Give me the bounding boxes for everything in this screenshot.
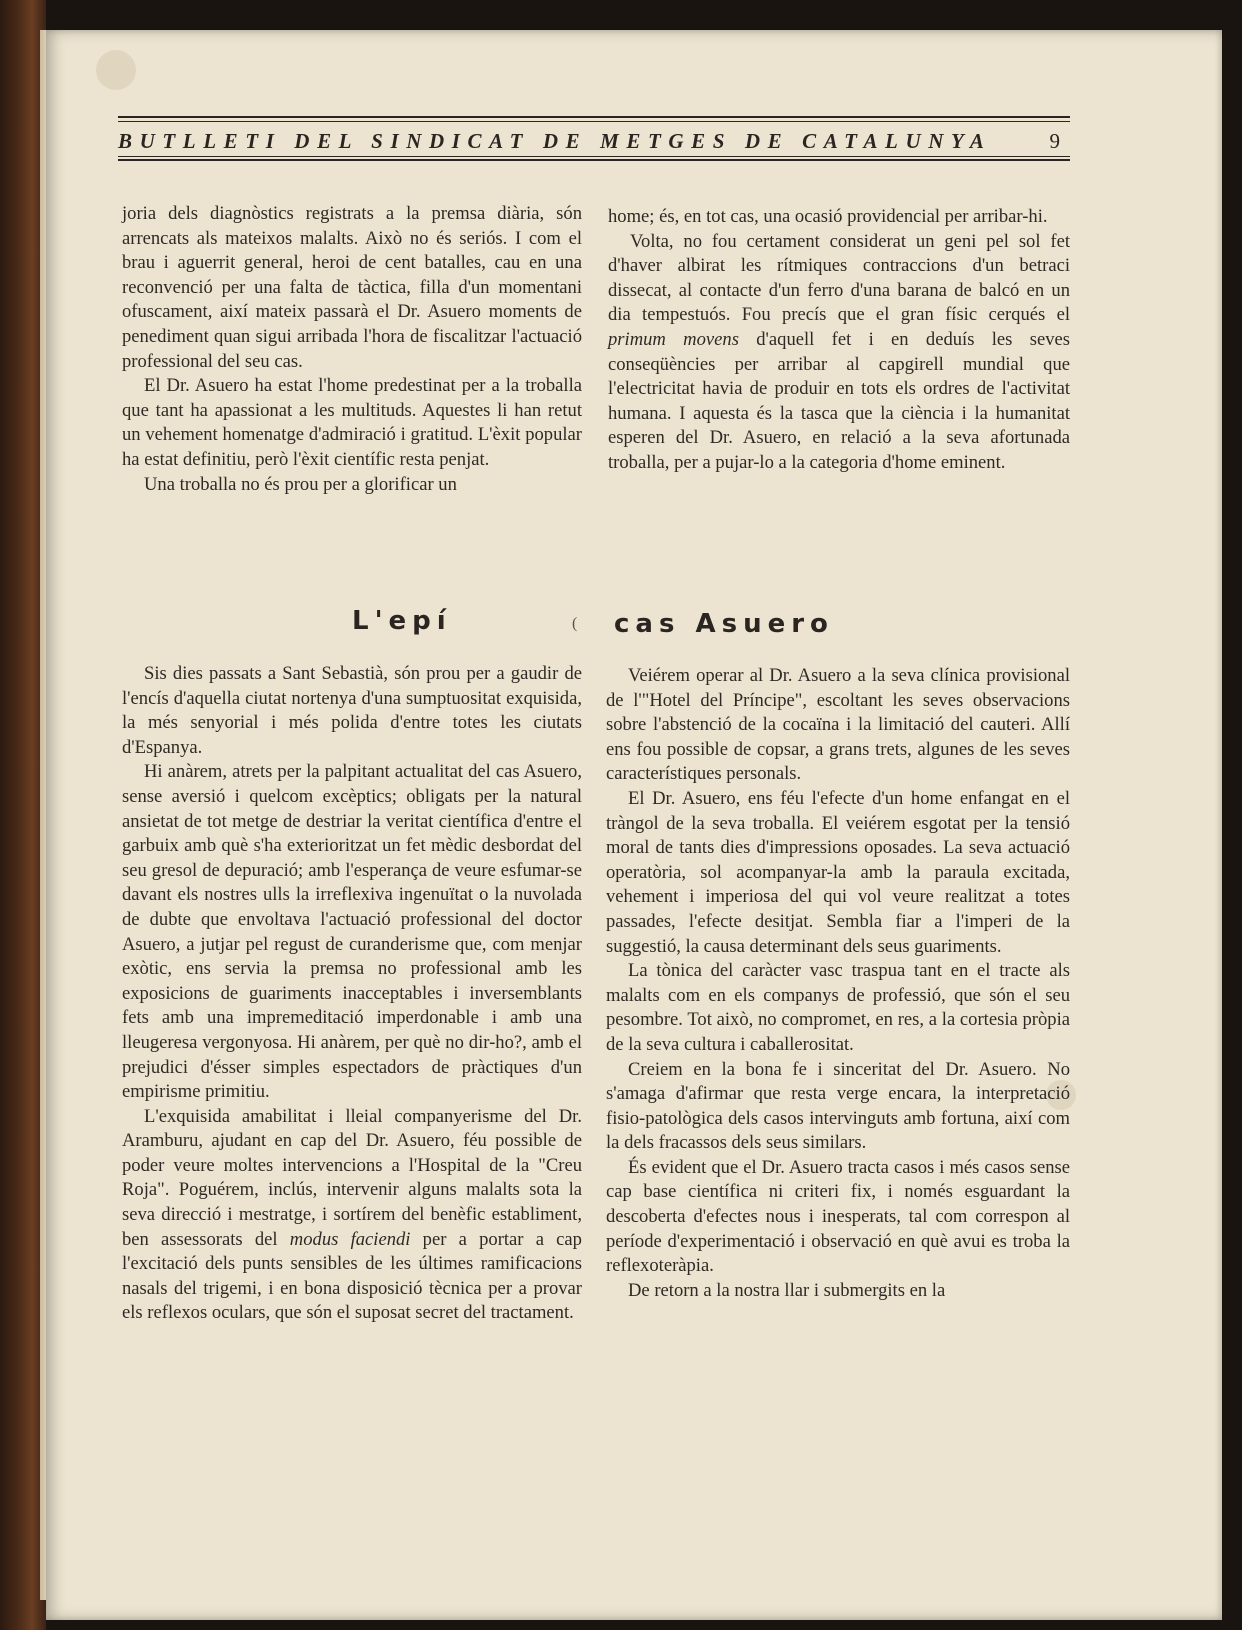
paragraph: Creiem en la bona fe i sinceritat del Dr. Asuero. No s'amaga d'afirmar que resta verge encara, la interpretació fisio-patològica dels casos intervinguts amb fortuna, així com la dels fracassos dels seus similars.: [606, 1058, 1070, 1154]
latin-phrase: primum movens: [608, 328, 739, 350]
header-rule: [118, 116, 1070, 118]
paragraph: El Dr. Asuero, ens féu l'efecte d'un home enfangat en el tràngol de la seva troballa. El veiérem esgotat per la tensió moral de tants dies d'impressions oposades. La seva actuació operatòria, sol acompanyar-la amb la paraula excitada, vehement i imperiosa del qui vol veure realitzat a totes passades, l'efecte desitjat. Sembla fiar a l'imperi de la suggestió, la causa determinant dels seus guariments.: [606, 787, 1070, 957]
previous-article-right-column: [608, 205, 1070, 476]
running-header: [118, 116, 1070, 162]
paragraph: La tònica del caràcter vasc traspua tant en el tracte als malalts com en els companys de professió, que són el seu pesombre. Tot això, no compromet, en res, a la cortesia pròpia de la seva cultura i caballerositat.: [606, 960, 1070, 1055]
paper-stain: [96, 50, 136, 90]
text-run: L'exquisida amabilitat i lleial companyerisme del Dr. Aramburu, ajudant en cap del Dr. Asuero, féu possible de poder veure moltes intervencions a l'Hospital de la "Creu Roja". Poguérem, inclús, intervenir alguns malalts sota la seva direcció i mestratge, i sortírem del benèfic establiment, ben assessorats del: [122, 1105, 582, 1250]
article-left-column: [122, 662, 582, 1326]
text-run: Volta, no fou certament considerat un geni pel sol fet d'haver albirat les rítmiques contraccions d'un betraci dissecat, al contacte d'un ferro d'una barana de balcó en un dia tempestuós. Fou precís que el gran físic cerqués el: [608, 230, 1070, 326]
paragraph: Sis dies passats a Sant Sebastià, són prou per a gaudir de l'encís d'aquella ciutat nortenya d'una sumptuositat exquisida, la més senyorial i més polida d'entre totes les ciutats d'Espanya.: [122, 663, 582, 758]
article-title-right: cas Asuero: [614, 609, 834, 639]
page-number: 9: [1049, 129, 1060, 153]
paragraph: El Dr. Asuero ha estat l'home predestinat per a la troballa que tant ha apassionat a les multituds. Aquestes li han retut un vehement homenatge d'admiració i gratitud. L'èxit popular ha estat definitiu, però l'èxit científic resta penjat.: [122, 375, 582, 470]
article-title-left: L'epí: [352, 606, 452, 636]
paragraph: És evident que el Dr. Asuero tracta casos i més casos sense cap base científica ni criteri fix, i només esguardant la descoberta d'efectes nous i inesperats, tal com correspon al període d'experimentació i observació en què avui es troba la reflexoteràpia.: [606, 1156, 1070, 1277]
header-rule: [118, 121, 1070, 122]
journal-title: BUTLLETI DEL SINDICAT DE METGES DE CATALUNYA: [118, 129, 992, 153]
text-run: per a portar a cap l'excitació dels punts sensibles de les últimes ramificacions nasals del trigemi, i en bona disposició tècnica per a provar els reflexos oculars, que són el suposat secret del tractament.: [122, 1228, 582, 1324]
paragraph: De retorn a la nostra llar i submergits en la: [628, 1279, 946, 1301]
previous-article-left-column: [122, 202, 582, 497]
paragraph: joria dels diagnòstics registrats a la premsa diària, són arrencats als mateixos malalts. Això no és seriós. I com el brau i aguerrit general, heroi de cent batalles, cau en una reconvenció per una falta de tàctica, filla d'un momentani ofuscament, així mateix passarà el Dr. Asuero moments de penediment quan sigui arribada l'hora de fiscalitzar l'actuació professional del seu cas.: [122, 203, 582, 372]
paragraph: home; és, en tot cas, una ocasió providencial per arribar-hi.: [608, 206, 1048, 227]
paragraph: Una troballa no és prou per a glorificar un: [144, 473, 457, 495]
paragraph: Hi anàrem, atrets per la palpitant actualitat del cas Asuero, sense aversió i quelcom excèptics; obligats per la natural ansietat de tot metge de destriar la veritat científica d'entre el garbuix amb què s'ha exterioritzat un fet mèdic desbordat del seu gresol de depuració; amb l'esperança de veure esfumar-se davant els nostres ulls la irreflexiva ingenuïtat o la nuvolada de dubte que envoltava l'actuació professional del doctor Asuero, a jutjar pel regust de curanderisme que, com menjar exòtic, ens servia la premsa no professional amb les exposicions de guariments inacceptables i inversemblants fets amb una impremeditació imperdonable i amb una lleugeresa vergonyosa. Hi anàrem, per què no dir-ho?, amb el prejudici d'ésser simples espectadors de pràctiques d'un empirisme primitiu.: [122, 761, 582, 1103]
paragraph: Veiérem operar al Dr. Asuero a la seva clínica provisional de l'"Hotel del Príncipe", escoltant les seves observacions sobre l'abstenció de la cocaïna i la limitació del cauteri. Allí ens fou possible de copsar, a grans trets, algunes de les seves característiques personals.: [606, 665, 1070, 785]
paragraph: [122, 1105, 582, 1326]
text-run: d'aquell fet i en deduís les seves conseqüències per arribar al capgirell mundial que l'electricitat havia de produir en tots els ordres de l'activitat humana. I aquesta és la tasca que la ciència i la humanitat esperen del Dr. Asuero, en relació a la seva afortunada troballa, per a pujar-lo a la categoria d'home eminent.: [608, 328, 1071, 473]
article-right-column: [606, 664, 1070, 1303]
latin-phrase: modus faciendi: [289, 1228, 411, 1250]
header-rule: [118, 156, 1070, 157]
paragraph: [608, 230, 1070, 476]
title-mark: (: [572, 615, 578, 632]
header-rule: [118, 159, 1070, 161]
